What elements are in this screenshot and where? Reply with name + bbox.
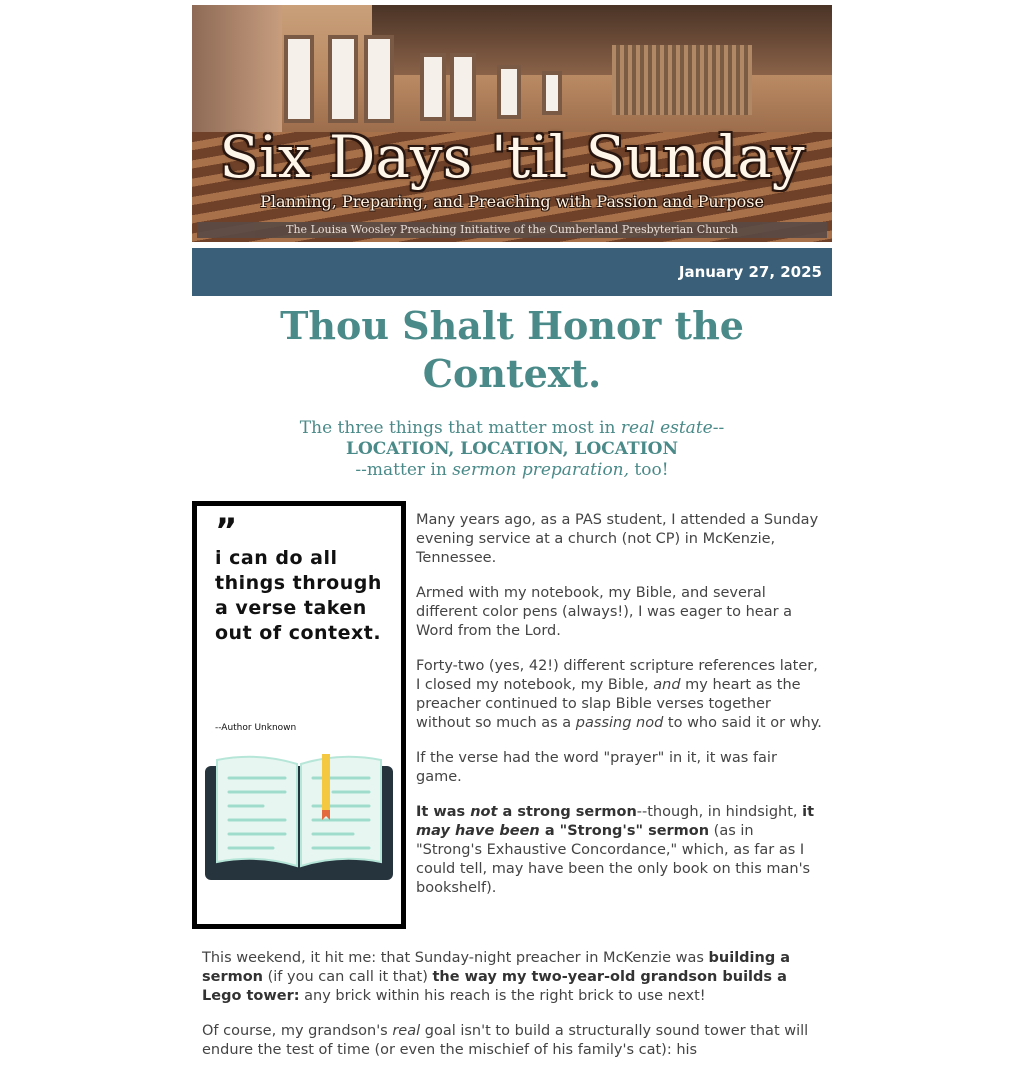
issue-date: January 27, 2025 (678, 263, 822, 281)
banner-title: Six Days 'til Sunday (219, 123, 805, 191)
open-book-icon (203, 754, 395, 882)
header-banner (192, 5, 832, 242)
intro-line-1 (192, 418, 832, 439)
text-run: It was (416, 804, 471, 820)
banner-window (328, 35, 358, 123)
intro-line-3 (192, 460, 832, 481)
italic-run: not (470, 804, 498, 820)
text-run: Forty-two (yes, 42!) different scripture references later, I closed my notebook, my Bible, (416, 658, 818, 693)
intro-text: --matter in (355, 460, 453, 480)
banner-window (420, 53, 446, 121)
paragraph: If the verse had the word "prayer" in it, it was fair game. (416, 750, 777, 785)
intro-block (192, 418, 832, 481)
text-run: --though, in hindsight, (636, 804, 803, 820)
intro-bold: LOCATION, LOCATION, LOCATION (345, 439, 678, 459)
quote-author: --Author Unknown (215, 723, 297, 733)
text-run: This weekend, it hit me: that Sunday-night preacher in McKenzie was (202, 950, 709, 966)
text-run: any brick within his reach is the right brick to use next! (299, 988, 706, 1004)
italic-run: real (392, 1023, 421, 1039)
text-run: a "Strong's" sermon (539, 823, 710, 839)
banner-window (497, 65, 521, 119)
intro-italic: real estate (620, 418, 713, 438)
intro-line-2 (192, 439, 832, 460)
quote-text: i can do all things through a verse taken out of context. (215, 547, 382, 644)
banner-window (450, 53, 476, 121)
italic-run: may have been (416, 823, 540, 839)
text-run: (as in "Strong's Exhaustive Concordance," which, as far as I could tell, may have been the only book on this man's bookshelf). (416, 823, 811, 896)
intro-text: too! (629, 460, 669, 480)
banner-subtitle: Planning, Preparing, and Preaching with Passion and Purpose (260, 192, 764, 211)
text-run: to who said it or why. (663, 715, 822, 731)
bold-run (416, 804, 637, 820)
quote-card (192, 501, 406, 929)
text-run: a strong sermon (497, 804, 637, 820)
italic-run: and (653, 677, 681, 693)
article-row (192, 501, 832, 929)
paragraph (202, 1022, 822, 1060)
paragraph (202, 949, 822, 1006)
intro-italic: sermon preparation, (452, 460, 630, 480)
banner-organ (612, 45, 752, 115)
article-continued (192, 949, 832, 1060)
italic-run: passing nod (575, 715, 664, 731)
banner-window (284, 35, 314, 123)
bold-run: the way my two-year-old grandson builds a Lego tower: (202, 969, 787, 1004)
paragraph (416, 803, 822, 898)
bold-run: building a sermon (202, 950, 791, 985)
intro-text: -- (712, 418, 725, 438)
article-body (416, 501, 822, 929)
text-run: (if you can call it that) (263, 969, 433, 985)
paragraph (416, 657, 822, 733)
banner-window (542, 71, 562, 115)
quote-mark-icon: ” (215, 511, 238, 551)
banner-strip: The Louisa Woosley Preaching Initiative of the Cumberland Presbyterian Church (197, 222, 827, 238)
newsletter (192, 5, 832, 1076)
paragraph: Many years ago, as a PAS student, I attended a Sunday evening service at a church (not CP) in McKenzie, Tennessee. (416, 512, 819, 566)
paragraph: Armed with my notebook, my Bible, and several different color pens (always!), I was eager to hear a Word from the Lord. (416, 585, 793, 639)
headline: Thou Shalt Honor the Context. (280, 303, 744, 396)
text-run: my heart as the preacher continued to slap Bible verses together without so much as a (416, 677, 801, 731)
intro-text: The three things that matter most in (299, 418, 621, 438)
banner-window (364, 35, 394, 123)
date-bar (192, 248, 832, 296)
text-run: it (802, 804, 815, 820)
text-run: Of course, my grandson's (202, 1023, 393, 1039)
text-run: goal isn't to build a structurally sound tower that will endure the test of time (or even the mischief of his family's cat): his (202, 1023, 809, 1058)
